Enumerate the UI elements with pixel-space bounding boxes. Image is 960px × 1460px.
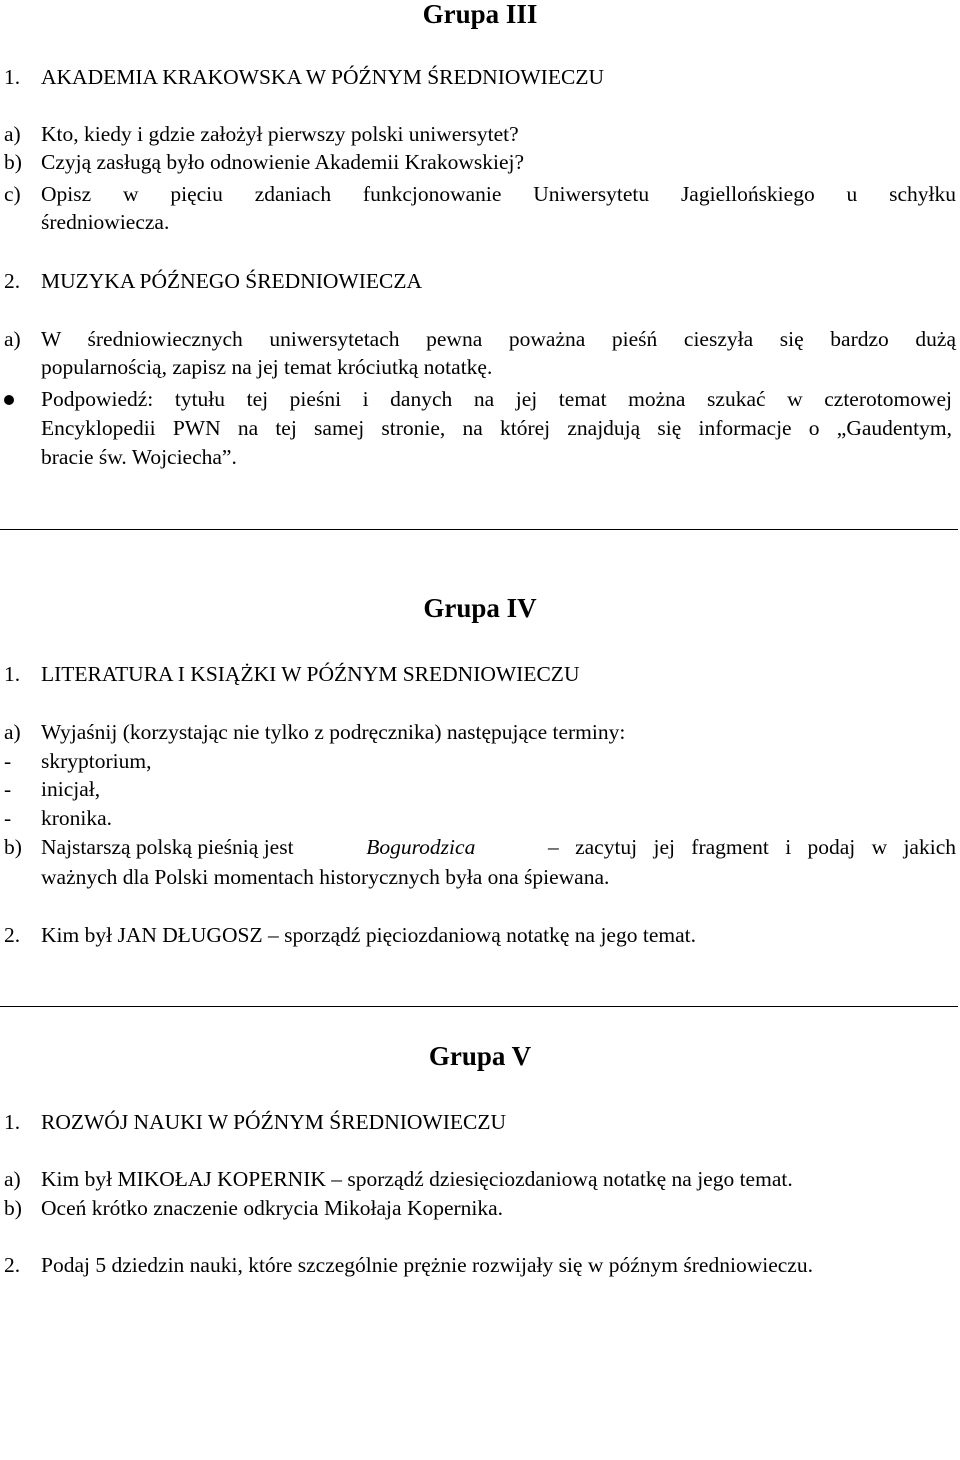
question-label: c) <box>4 182 21 206</box>
question-text: Oceń krótko znaczenie odkrycia Mikołaja Kopernika. <box>41 1196 504 1220</box>
group-3-question-a <box>4 120 519 148</box>
section-number: 2. <box>4 269 21 293</box>
group-3-section-1-heading <box>4 63 604 91</box>
section-number: 1. <box>4 662 21 686</box>
question-text-end: – zacytuj jej fragment i podaj w jakich <box>548 835 956 859</box>
section-divider <box>0 529 958 530</box>
dash-marker: - <box>4 777 12 801</box>
term-text: skryptorium, <box>41 749 152 773</box>
hint-line-1: Podpowiedź: tytułu tej pieśni i danych na jej temat można szukać w czterotomowej <box>41 387 952 411</box>
question-label: a) <box>4 327 21 351</box>
hint-line-2: Encyklopedii PWN na tej samej stronie, na której znajdują się informacje o „Gaudentym, <box>41 416 952 440</box>
section-divider <box>0 1006 958 1007</box>
dash-marker: - <box>4 806 12 830</box>
question-label: a) <box>4 1167 21 1191</box>
group-5-section-1-heading <box>4 1108 506 1136</box>
group-4-question-b <box>4 833 956 861</box>
term-text: kronika. <box>41 806 113 830</box>
group-3-question-b <box>4 148 524 176</box>
song-title: Bogurodzica <box>366 835 476 859</box>
question-label: b) <box>4 1196 22 1220</box>
section-title: AKADEMIA KRAKOWSKA W PÓŹNYM ŚREDNIOWIECZU <box>41 65 604 89</box>
question-text: Kto, kiedy i gdzie założył pierwszy polski uniwersytet? <box>41 122 519 146</box>
term-item <box>4 747 151 775</box>
group-3-question-c-continued: średniowiecza. <box>41 210 170 234</box>
group-3-question-c <box>4 180 956 208</box>
question-label: a) <box>4 122 21 146</box>
section-number: 1. <box>4 1110 21 1134</box>
term-item <box>4 775 100 803</box>
group-4-section-1-heading <box>4 660 579 688</box>
section-title: LITERATURA I KSIĄŻKI W PÓŹNYM SREDNIOWIECZU <box>41 662 580 686</box>
question-text: Czyją zasługą było odnowienie Akademii Krakowskiej? <box>41 150 525 174</box>
term-item <box>4 804 112 832</box>
hint-line-3: bracie św. Wojciecha”. <box>41 445 237 469</box>
question-text: Opisz w pięciu zdaniach funkcjonowanie Uniwersytetu Jagiellońskiego u schyłku <box>41 182 956 206</box>
group-3-section-2-question-a <box>4 325 956 353</box>
dash-marker: - <box>4 749 12 773</box>
group-3-section-2-heading <box>4 267 422 295</box>
group-5-question-b <box>4 1194 503 1222</box>
group-4-question-a <box>4 718 625 746</box>
group-3-section-2-question-a-continued: popularnością, zapisz na jej temat króciutką notatkę. <box>41 355 493 379</box>
term-text: inicjał, <box>41 777 101 801</box>
group-5-question-a <box>4 1165 793 1193</box>
question-label: b) <box>4 835 22 859</box>
section-text: Kim był JAN DŁUGOSZ – sporządź pięciozdaniową notatkę na jego temat. <box>41 923 696 947</box>
section-number: 2. <box>4 923 21 947</box>
section-text: Podaj 5 dziedzin nauki, które szczególnie prężnie rozwijały się w późnym średniowieczu. <box>41 1253 813 1277</box>
section-number: 2. <box>4 1253 21 1277</box>
bullet-icon <box>4 395 14 405</box>
section-title: ROZWÓJ NAUKI W PÓŹNYM ŚREDNIOWIECZU <box>41 1110 507 1134</box>
question-text-start: Najstarszą polską pieśnią jest <box>41 835 294 859</box>
question-text: Wyjaśnij (korzystając nie tylko z podręcznika) następujące terminy: <box>41 720 626 744</box>
question-label: b) <box>4 150 22 174</box>
group-3-title: Grupa III <box>422 0 538 29</box>
group-5-title: Grupa V <box>428 1041 532 1071</box>
section-number: 1. <box>4 65 21 89</box>
question-label: a) <box>4 720 21 744</box>
question-text: Kim był MIKOŁAJ KOPERNIK – sporządź dziesięciozdaniową notatkę na jego temat. <box>41 1167 793 1191</box>
question-text: W średniowiecznych uniwersytetach pewna poważna pieśń cieszyła się bardzo dużą <box>41 327 956 351</box>
group-5-section-2 <box>4 1251 813 1279</box>
section-title: MUZYKA PÓŹNEGO ŚREDNIOWIECZA <box>41 269 423 293</box>
group-4-title: Grupa IV <box>423 593 537 623</box>
group-4-section-2 <box>4 921 696 949</box>
question-text <box>41 833 956 861</box>
group-4-question-b-continued: ważnych dla Polski momentach historycznych była ona śpiewana. <box>41 865 610 889</box>
